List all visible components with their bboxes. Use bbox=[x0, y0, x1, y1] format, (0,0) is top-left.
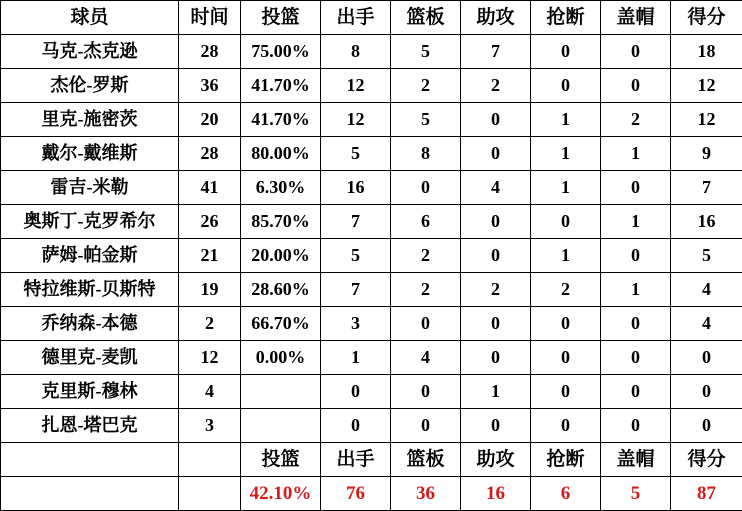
player-name-cell: 戴尔-戴维斯 bbox=[1, 137, 179, 171]
stat-cell-stl: 1 bbox=[531, 171, 601, 205]
player-name-cell: 德里克-麦凯 bbox=[1, 341, 179, 375]
stat-cell-pts: 0 bbox=[671, 409, 742, 443]
stat-cell-reb: 4 bbox=[391, 341, 461, 375]
player-name-cell: 克里斯-穆林 bbox=[1, 375, 179, 409]
stat-cell-reb: 0 bbox=[391, 171, 461, 205]
stat-cell-min: 36 bbox=[179, 69, 241, 103]
stat-cell-pct: 80.00% bbox=[241, 137, 321, 171]
stat-cell-min: 4 bbox=[179, 375, 241, 409]
stat-cell-stl: 0 bbox=[531, 375, 601, 409]
stat-cell-pts: 4 bbox=[671, 307, 742, 341]
stat-cell-pct: 6.30% bbox=[241, 171, 321, 205]
stat-cell-ast: 0 bbox=[461, 341, 531, 375]
stat-cell-fga: 3 bbox=[321, 307, 391, 341]
stat-cell-min: 3 bbox=[179, 409, 241, 443]
stat-cell-fga: 1 bbox=[321, 341, 391, 375]
table-row bbox=[1, 69, 742, 103]
totals-column-header: 抢断 bbox=[531, 443, 601, 477]
totals-value-cell: 42.10% bbox=[241, 477, 321, 511]
stat-cell-pts: 4 bbox=[671, 273, 742, 307]
stat-cell-pts: 9 bbox=[671, 137, 742, 171]
stat-cell-pct: 75.00% bbox=[241, 35, 321, 69]
stat-cell-fga: 7 bbox=[321, 205, 391, 239]
stat-cell-ast: 1 bbox=[461, 375, 531, 409]
stat-cell-blk: 2 bbox=[601, 103, 671, 137]
stat-cell-fga: 0 bbox=[321, 375, 391, 409]
spacer-cell bbox=[1, 443, 179, 477]
stat-cell-ast: 2 bbox=[461, 273, 531, 307]
table-row bbox=[1, 307, 742, 341]
stat-cell-ast: 0 bbox=[461, 307, 531, 341]
stat-cell-fga: 12 bbox=[321, 103, 391, 137]
column-header: 抢断 bbox=[531, 1, 601, 35]
stat-cell-stl: 1 bbox=[531, 239, 601, 273]
stat-cell-reb: 6 bbox=[391, 205, 461, 239]
stat-cell-ast: 4 bbox=[461, 171, 531, 205]
stat-cell-min: 28 bbox=[179, 137, 241, 171]
stat-cell-fga: 12 bbox=[321, 69, 391, 103]
stat-cell-blk: 0 bbox=[601, 307, 671, 341]
stat-cell-blk: 1 bbox=[601, 205, 671, 239]
player-name-cell: 里克-施密茨 bbox=[1, 103, 179, 137]
stat-cell-reb: 5 bbox=[391, 35, 461, 69]
stat-cell-blk: 0 bbox=[601, 69, 671, 103]
table-row bbox=[1, 103, 742, 137]
stat-cell-min: 19 bbox=[179, 273, 241, 307]
column-header: 助攻 bbox=[461, 1, 531, 35]
stat-cell-min: 41 bbox=[179, 171, 241, 205]
totals-column-header: 盖帽 bbox=[601, 443, 671, 477]
spacer-cell bbox=[179, 477, 241, 511]
stat-cell-pts: 0 bbox=[671, 341, 742, 375]
stat-cell-fga: 5 bbox=[321, 239, 391, 273]
stat-cell-pct: 85.70% bbox=[241, 205, 321, 239]
stat-cell-pct bbox=[241, 409, 321, 443]
stat-cell-pct bbox=[241, 375, 321, 409]
stat-cell-blk: 0 bbox=[601, 375, 671, 409]
player-name-cell: 雷吉-米勒 bbox=[1, 171, 179, 205]
stat-cell-blk: 1 bbox=[601, 273, 671, 307]
stat-cell-stl: 0 bbox=[531, 69, 601, 103]
stat-cell-reb: 2 bbox=[391, 273, 461, 307]
stat-cell-reb: 0 bbox=[391, 409, 461, 443]
table-row bbox=[1, 409, 742, 443]
stat-cell-min: 26 bbox=[179, 205, 241, 239]
totals-value-cell: 6 bbox=[531, 477, 601, 511]
stat-cell-pts: 12 bbox=[671, 103, 742, 137]
column-header: 盖帽 bbox=[601, 1, 671, 35]
totals-row bbox=[1, 477, 742, 511]
totals-value-cell: 76 bbox=[321, 477, 391, 511]
stat-cell-fga: 16 bbox=[321, 171, 391, 205]
table-row bbox=[1, 375, 742, 409]
totals-header-row bbox=[1, 443, 742, 477]
stat-cell-reb: 5 bbox=[391, 103, 461, 137]
totals-column-header: 出手 bbox=[321, 443, 391, 477]
totals-column-header: 投篮 bbox=[241, 443, 321, 477]
player-name-cell: 奥斯丁-克罗希尔 bbox=[1, 205, 179, 239]
player-name-cell: 萨姆-帕金斯 bbox=[1, 239, 179, 273]
totals-value-cell: 36 bbox=[391, 477, 461, 511]
stat-cell-pct: 41.70% bbox=[241, 69, 321, 103]
totals-column-header: 篮板 bbox=[391, 443, 461, 477]
player-name-cell: 扎恩-塔巴克 bbox=[1, 409, 179, 443]
stat-cell-fga: 0 bbox=[321, 409, 391, 443]
stat-cell-stl: 0 bbox=[531, 205, 601, 239]
table-row bbox=[1, 35, 742, 69]
stat-cell-stl: 0 bbox=[531, 307, 601, 341]
player-name-cell: 乔纳森-本德 bbox=[1, 307, 179, 341]
stat-cell-pct: 41.70% bbox=[241, 103, 321, 137]
column-header: 投篮 bbox=[241, 1, 321, 35]
stat-cell-reb: 0 bbox=[391, 375, 461, 409]
stat-cell-blk: 0 bbox=[601, 171, 671, 205]
stat-cell-pct: 20.00% bbox=[241, 239, 321, 273]
stat-cell-pts: 16 bbox=[671, 205, 742, 239]
stat-cell-min: 20 bbox=[179, 103, 241, 137]
stat-cell-reb: 2 bbox=[391, 239, 461, 273]
stat-cell-ast: 0 bbox=[461, 239, 531, 273]
stat-cell-min: 28 bbox=[179, 35, 241, 69]
stat-cell-stl: 1 bbox=[531, 137, 601, 171]
table-row bbox=[1, 205, 742, 239]
stat-cell-ast: 2 bbox=[461, 69, 531, 103]
stat-cell-pts: 0 bbox=[671, 375, 742, 409]
stat-cell-min: 2 bbox=[179, 307, 241, 341]
stat-cell-stl: 0 bbox=[531, 341, 601, 375]
totals-column-header: 助攻 bbox=[461, 443, 531, 477]
totals-value-cell: 5 bbox=[601, 477, 671, 511]
stat-cell-reb: 2 bbox=[391, 69, 461, 103]
table-header-row bbox=[1, 1, 742, 35]
stat-cell-blk: 1 bbox=[601, 137, 671, 171]
table-row bbox=[1, 239, 742, 273]
player-name-cell: 杰伦-罗斯 bbox=[1, 69, 179, 103]
player-name-cell: 马克-杰克逊 bbox=[1, 35, 179, 69]
player-name-cell: 特拉维斯-贝斯特 bbox=[1, 273, 179, 307]
stat-cell-stl: 2 bbox=[531, 273, 601, 307]
table-row bbox=[1, 273, 742, 307]
column-header: 篮板 bbox=[391, 1, 461, 35]
column-header: 球员 bbox=[1, 1, 179, 35]
spacer-cell bbox=[1, 477, 179, 511]
stat-cell-pts: 5 bbox=[671, 239, 742, 273]
stat-cell-fga: 5 bbox=[321, 137, 391, 171]
stat-cell-blk: 0 bbox=[601, 341, 671, 375]
table-row bbox=[1, 341, 742, 375]
stat-cell-pts: 7 bbox=[671, 171, 742, 205]
stat-cell-fga: 8 bbox=[321, 35, 391, 69]
stat-cell-pts: 18 bbox=[671, 35, 742, 69]
stat-cell-stl: 0 bbox=[531, 35, 601, 69]
column-header: 时间 bbox=[179, 1, 241, 35]
stat-cell-min: 12 bbox=[179, 341, 241, 375]
stat-cell-ast: 0 bbox=[461, 137, 531, 171]
stat-cell-stl: 1 bbox=[531, 103, 601, 137]
stat-cell-blk: 0 bbox=[601, 35, 671, 69]
stat-cell-min: 21 bbox=[179, 239, 241, 273]
stat-cell-blk: 0 bbox=[601, 409, 671, 443]
stat-cell-ast: 7 bbox=[461, 35, 531, 69]
stat-cell-pct: 0.00% bbox=[241, 341, 321, 375]
stat-cell-blk: 0 bbox=[601, 239, 671, 273]
stat-cell-ast: 0 bbox=[461, 103, 531, 137]
stat-cell-pct: 66.70% bbox=[241, 307, 321, 341]
stat-cell-pct: 28.60% bbox=[241, 273, 321, 307]
table-row bbox=[1, 137, 742, 171]
stat-cell-ast: 0 bbox=[461, 409, 531, 443]
totals-column-header: 得分 bbox=[671, 443, 742, 477]
stat-cell-stl: 0 bbox=[531, 409, 601, 443]
spacer-cell bbox=[179, 443, 241, 477]
stat-cell-pts: 12 bbox=[671, 69, 742, 103]
totals-value-cell: 16 bbox=[461, 477, 531, 511]
stat-cell-reb: 0 bbox=[391, 307, 461, 341]
stat-cell-ast: 0 bbox=[461, 205, 531, 239]
column-header: 得分 bbox=[671, 1, 742, 35]
stat-cell-fga: 7 bbox=[321, 273, 391, 307]
totals-value-cell: 87 bbox=[671, 477, 742, 511]
table-row bbox=[1, 171, 742, 205]
column-header: 出手 bbox=[321, 1, 391, 35]
stat-cell-reb: 8 bbox=[391, 137, 461, 171]
